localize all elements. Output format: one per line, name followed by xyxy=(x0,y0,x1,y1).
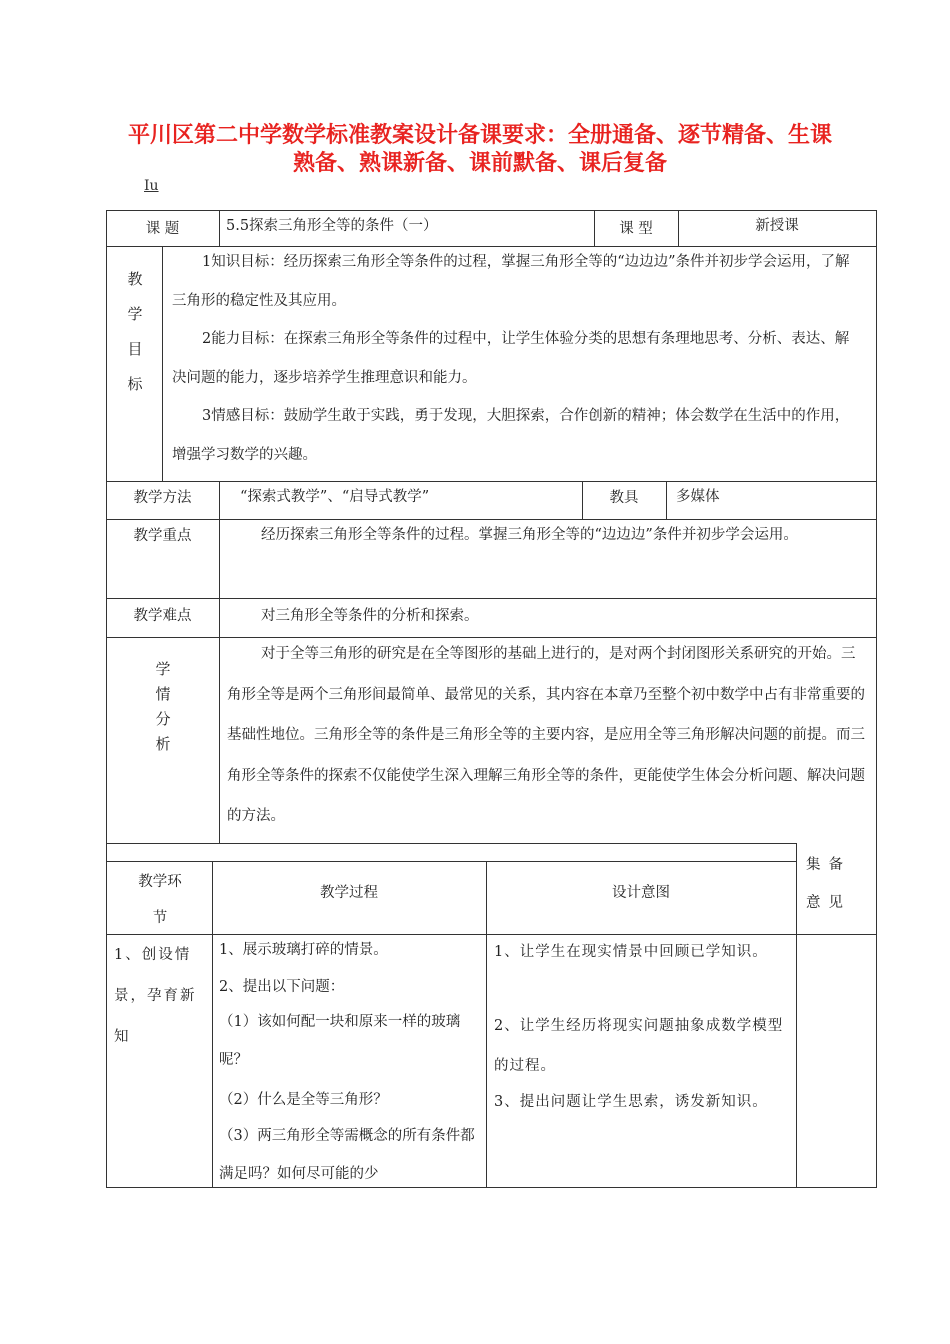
process-step: 1、展示玻璃打碎的情景。 xyxy=(219,942,388,958)
goals-label-char: 目 xyxy=(127,340,143,358)
goal-emotion: 3情感目标：鼓励学生敢于实践，勇于发现，大胆探索，合作创新的精神；体会数学在生活中的作用，增强学习数学的兴趣。 xyxy=(172,408,850,463)
rule xyxy=(106,210,877,211)
goal-ability: 2能力目标：在探索三角形全等条件的过程中，让学生体验分类的思想有条理地思考、分析、表达、解决问题的能力，逐步培养学生推理意识和能力。 xyxy=(172,331,850,386)
rule xyxy=(486,861,487,1187)
rule xyxy=(796,843,797,1187)
rule xyxy=(219,519,220,843)
tools-label: 教具 xyxy=(609,490,639,506)
rule xyxy=(162,246,163,481)
type-label: 课 型 xyxy=(619,221,653,237)
goals-label-char: 教 xyxy=(127,270,143,288)
col-stage: 教学环节 xyxy=(138,874,182,926)
col-intent: 设计意图 xyxy=(612,885,670,901)
process-step: （2）什么是全等三角形？ xyxy=(219,1092,388,1108)
tools-value: 多媒体 xyxy=(676,489,720,505)
type-value: 新授课 xyxy=(755,218,799,234)
handwritten-mark: Iu xyxy=(144,178,159,194)
design-intent: 2、让学生经历将现实问题抽象成数学模型的过程。 xyxy=(494,1018,784,1074)
process-step: 2、提出以下问题： xyxy=(219,979,345,995)
topic-value: 5.5探索三角形全等的条件（一） xyxy=(226,218,438,234)
process-step: （1）该如何配一块和原来一样的玻璃呢？ xyxy=(219,1014,461,1068)
method-value: “探索式教学”、“启导式教学” xyxy=(240,489,430,505)
col-notes: 集备意见 xyxy=(806,857,851,911)
rule xyxy=(106,861,796,862)
document-title: 平川区第二中学数学标准教案设计备课要求：全册通备、逐节精备、生课熟备、熟课新备、课前默备、课后复备 xyxy=(127,123,832,176)
analysis-label-char: 情 xyxy=(155,685,171,703)
rule xyxy=(876,210,877,1187)
topic-label: 课 题 xyxy=(145,221,180,237)
analysis-label-char: 析 xyxy=(155,735,171,753)
design-intent: 1、让学生在现实情景中回顾已学知识。 xyxy=(494,944,768,960)
rule xyxy=(219,210,220,246)
analysis-label-char: 学 xyxy=(155,660,171,678)
rule xyxy=(666,481,667,519)
process-step: （3）两三角形全等需概念的所有条件都满足吗？如何尽可能的少 xyxy=(219,1128,475,1182)
key-point-value: 经历探索三角形全等条件的过程。掌握三角形全等的“边边边”条件并初步学会运用。 xyxy=(261,527,798,543)
rule xyxy=(212,861,213,1187)
goals-label-char: 学 xyxy=(127,305,143,323)
analysis-label-char: 分 xyxy=(155,710,171,728)
key-point-label: 教学重点 xyxy=(133,528,192,544)
goals-label-char: 标 xyxy=(127,375,143,393)
rule xyxy=(219,481,220,519)
goal-knowledge: 1知识目标：经历探索三角形全等条件的过程，掌握三角形全等的“边边边”条件并初步学会运用，了解三角形的稳定性及其应用。 xyxy=(172,254,850,309)
difficulty-value: 对三角形全等条件的分析和探索。 xyxy=(261,608,479,624)
rule xyxy=(106,843,796,844)
rule xyxy=(106,210,107,1187)
stage-1: 1、创设情景，孕育新知 xyxy=(114,947,197,1045)
analysis-value: 对于全等三角形的研究是在全等图形的基础上进行的，是对两个封闭图形关系研究的开始。三角形全等是两个三角形间最简单、最常见的关系，其内容在本章乃至整个初中数学中占有非常重要的基础性地位。三角形全等的条件是三角形全等的主要内容，是应用全等三角形解决问题的前提。而三角形全等条件的探索不仅能使学生深入理解三角形全等的条件，更能使学生体会分析问题、解决问题的方法。 xyxy=(227,646,865,824)
method-label: 教学方法 xyxy=(133,490,192,506)
rule xyxy=(106,598,877,599)
design-intent: 3、提出问题让学生思索，诱发新知识。 xyxy=(494,1094,768,1110)
col-process: 教学过程 xyxy=(320,885,378,901)
rule xyxy=(106,481,877,482)
difficulty-label: 教学难点 xyxy=(133,608,192,624)
